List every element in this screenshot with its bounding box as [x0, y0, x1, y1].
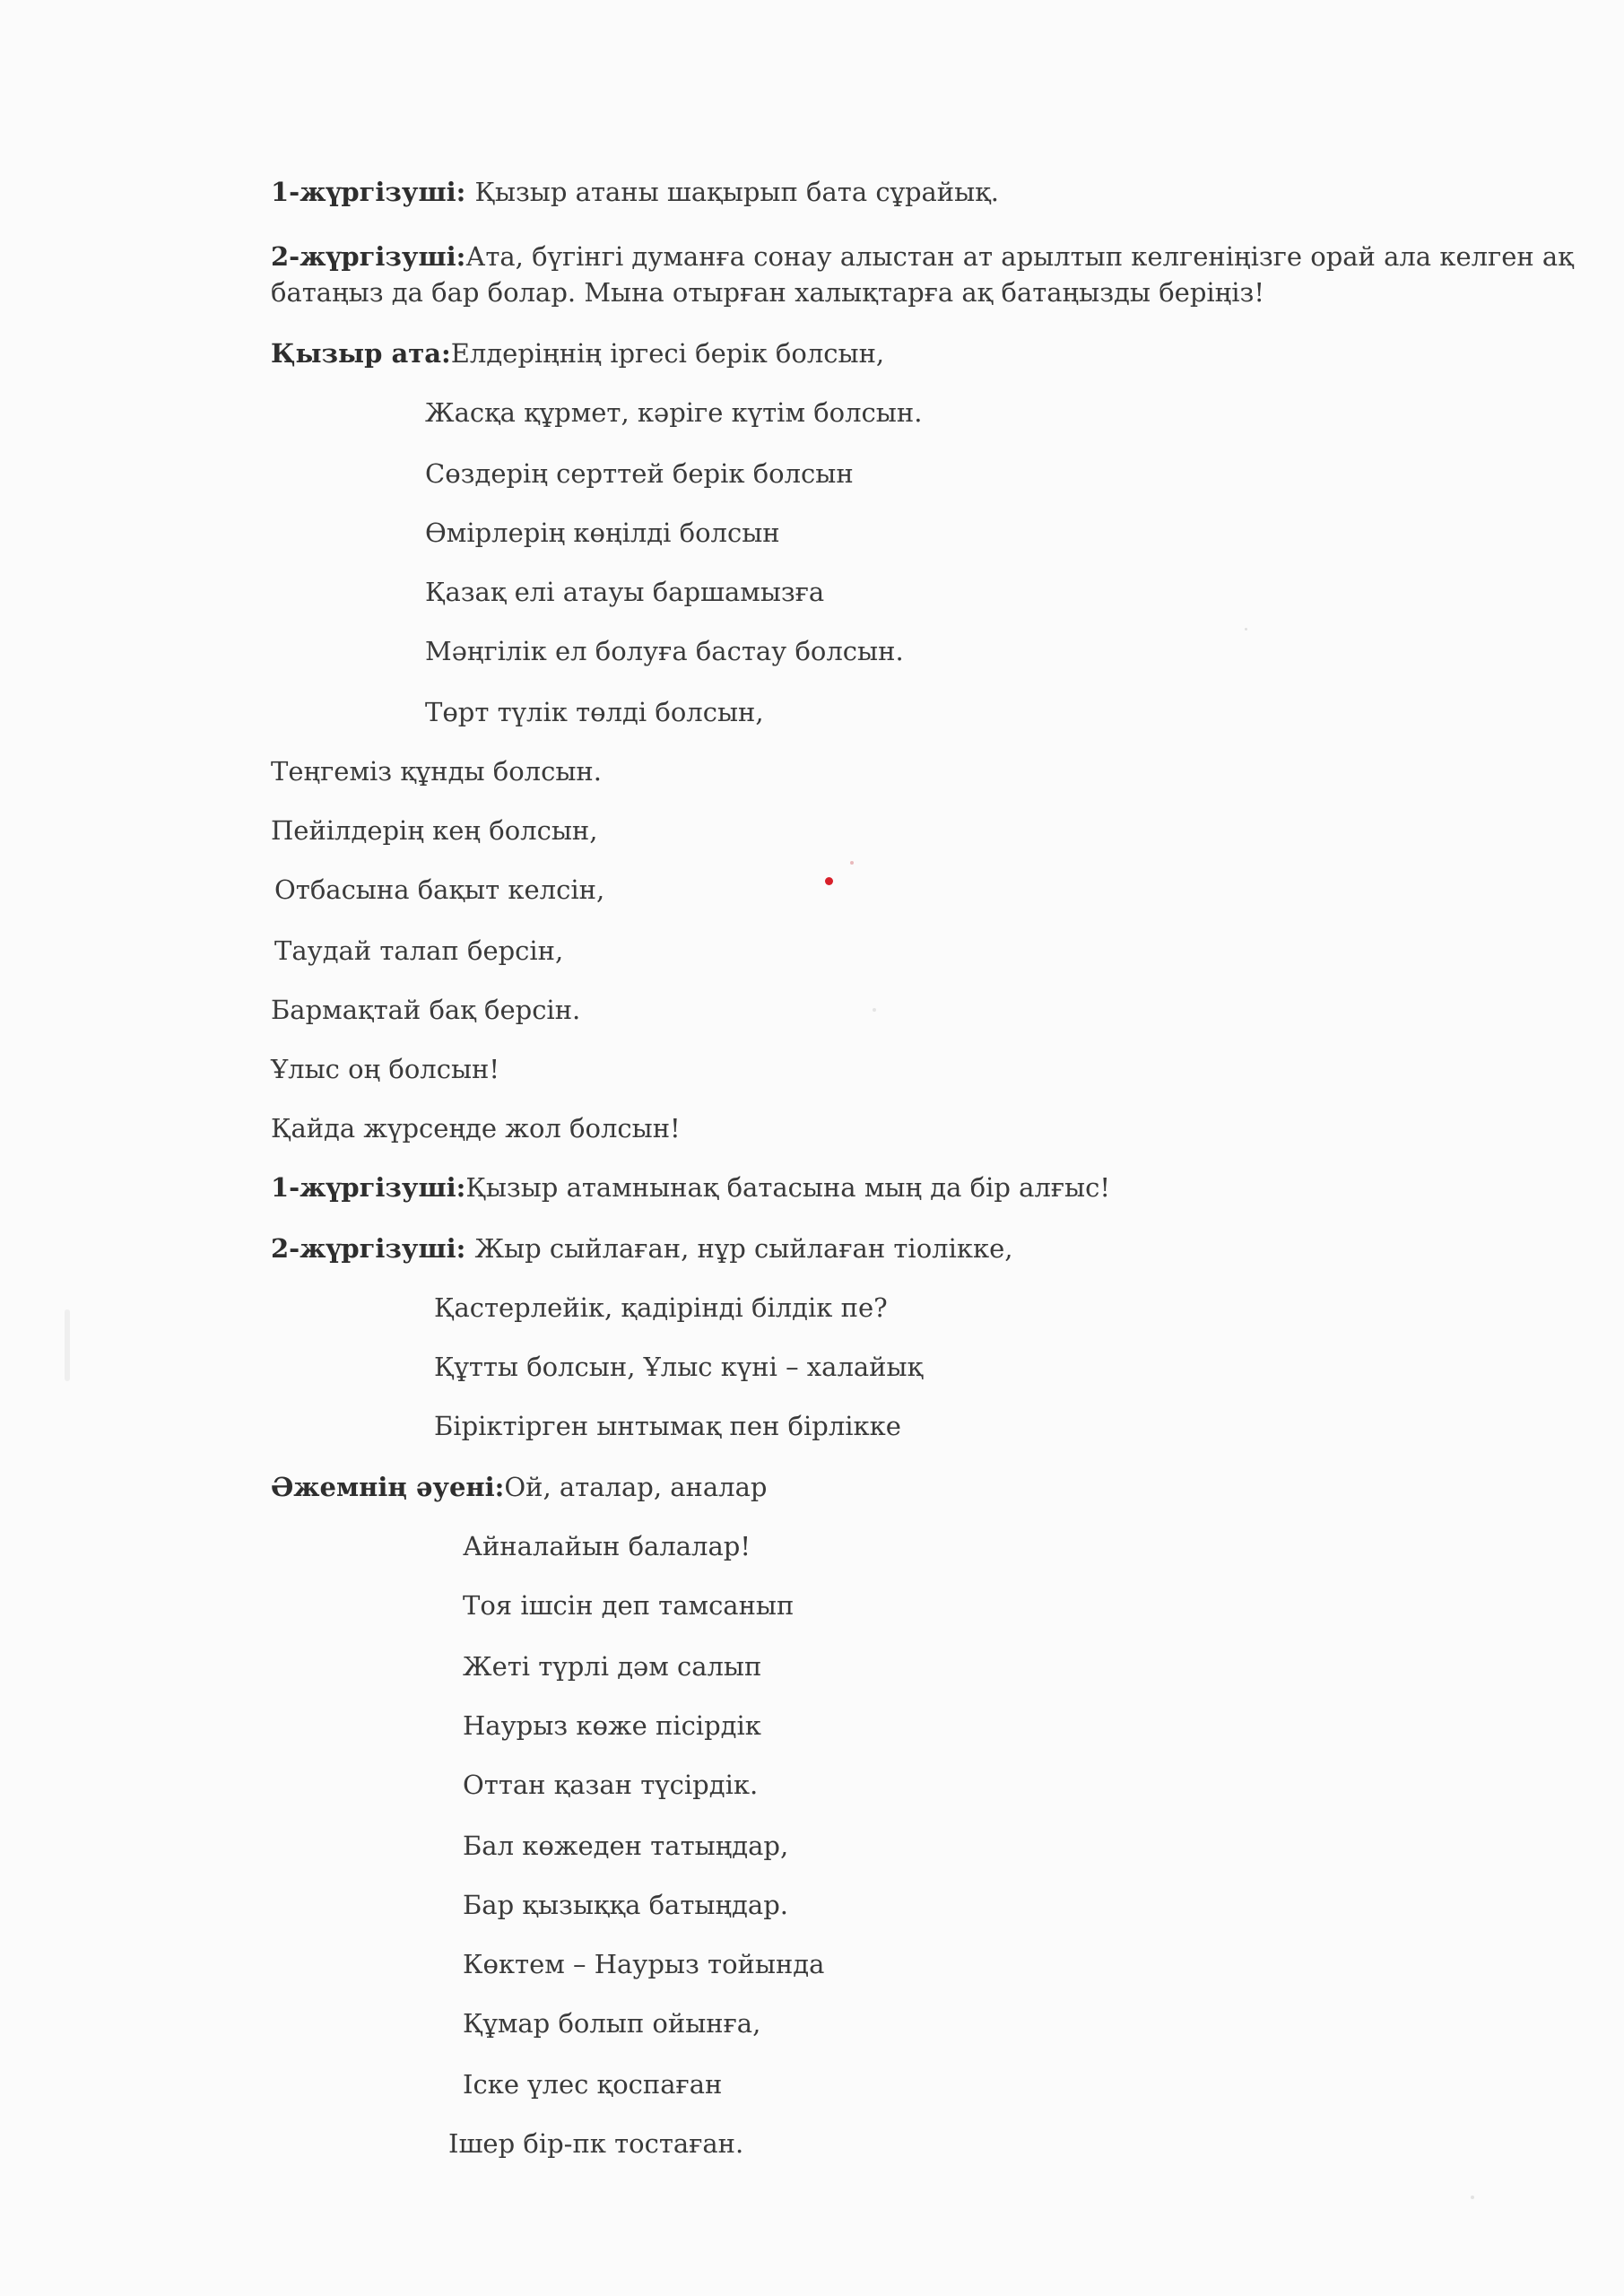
line-text: Пейілдерің кең болсын, [271, 815, 598, 846]
line-text: Айналайын балалар! [463, 1531, 751, 1561]
dust-speck [1245, 628, 1247, 631]
line-text: Бармақтай бақ берсін. [271, 995, 581, 1025]
line-text: Өмірлерің көңілді болсын [425, 517, 780, 548]
text-line [271, 337, 884, 370]
text-line [271, 1112, 681, 1144]
line-text: Наурыз көже пісірдік [463, 1710, 761, 1741]
text-line [463, 2068, 722, 2100]
text-line [434, 1292, 888, 1324]
line-text: Қызыр атаны шақырып бата сұрайық. [474, 177, 999, 207]
line-text: Қазақ елі атауы баршамызға [425, 577, 825, 607]
speaker-label: 1-жүргізуші: [271, 177, 475, 207]
line-text: Қайда жүрсеңде жол болсын! [271, 1113, 681, 1144]
dust-speck [873, 1008, 876, 1012]
line-text: Жасқа құрмет, кәріге күтім болсын. [425, 397, 923, 428]
line-text: Қастерлейік, қадірінді білдік пе? [434, 1292, 888, 1323]
text-line [271, 176, 999, 208]
text-line [425, 635, 904, 667]
line-text: Бал көжеден татыңдар, [463, 1831, 789, 1861]
text-line [463, 1709, 761, 1742]
line-text: Сөздерің серттей берік болсын [425, 458, 854, 489]
text-line [425, 696, 764, 728]
text-line [271, 1171, 1110, 1204]
line-text: Көктем – Наурыз тойында [463, 1949, 825, 1979]
text-line [434, 1351, 923, 1383]
text-line [271, 994, 580, 1026]
text-line [274, 935, 563, 967]
line-text: Тоя ішсін деп тамсанып [463, 1590, 795, 1621]
line-text: Біріктірген ынтымақ пен бірлікке [434, 1411, 901, 1441]
text-line [271, 814, 597, 847]
line-text: Таудай талап берсін, [274, 935, 564, 966]
line-text: Елдеріңнің іргесі берік болсын, [450, 338, 885, 369]
text-line [463, 1589, 794, 1622]
line-text: Ой, аталар, аналар [504, 1472, 768, 1502]
line-text: батаңыз да бар болар. Мына отырған халықтарға ақ батаңызды беріңіз! [271, 277, 1265, 308]
line-text: Жеті түрлі дәм салып [463, 1651, 762, 1682]
line-text: Мәңгілік ел болуға бастау болсын. [425, 636, 904, 666]
red-ink-speck [825, 877, 833, 885]
binding-shadow-mark [65, 1309, 70, 1381]
text-line [271, 240, 1574, 273]
line-text: Теңгеміз құнды болсын. [271, 756, 602, 787]
dust-speck [1471, 2196, 1474, 2199]
text-line [463, 1769, 758, 1801]
text-line [274, 874, 604, 906]
line-text: Құтты болсын, Ұлыс күні – халайық [434, 1352, 924, 1382]
text-line [448, 2127, 743, 2160]
speaker-label: 2-жүргізуші: [271, 1233, 475, 1264]
line-text: Бар қызыққа батыңдар. [463, 1890, 788, 1920]
text-line [463, 1530, 751, 1562]
text-line [463, 1830, 788, 1862]
text-line [463, 1650, 761, 1683]
line-text: Отбасына бақыт келсін, [274, 874, 605, 905]
speaker-label: Әжемнің әуені: [271, 1472, 505, 1502]
line-text: Ішер бір-пк тостаған. [448, 2128, 744, 2159]
speaker-label: 2-жүргізуші: [271, 241, 466, 272]
text-line [425, 396, 922, 429]
text-line [271, 276, 1264, 309]
text-line [271, 1471, 767, 1503]
line-text: Құмар болып ойынға, [463, 2008, 761, 2039]
text-line [425, 576, 824, 608]
speaker-label: 1-жүргізуші: [271, 1172, 466, 1203]
text-line [463, 1889, 788, 1921]
line-text: Қызыр атамнынақ батасына мың да бір алғыс! [465, 1172, 1111, 1203]
line-text: Оттан қазан түсірдік. [463, 1770, 759, 1800]
ink-speck [850, 861, 854, 865]
line-text: Іске үлес қоспаған [463, 2069, 723, 2100]
text-line [271, 755, 602, 787]
line-text: Төрт түлік төлді болсын, [425, 697, 764, 727]
speaker-label: Қызыр ата: [271, 338, 451, 369]
line-text: Жыр сыйлаған, нұр сыйлаған тіолікке, [474, 1233, 1013, 1264]
text-line [434, 1410, 901, 1442]
text-line [463, 1948, 824, 1980]
text-line [425, 457, 854, 490]
line-text: Ата, бүгінгі думанға сонау алыстан ат арылтып келгеніңізге орай ала келген ақ [465, 241, 1574, 272]
text-line [271, 1053, 499, 1085]
line-text: Ұлыс оң болсын! [271, 1054, 500, 1084]
text-line [463, 2007, 760, 2039]
text-line [425, 517, 780, 549]
text-line [271, 1232, 1013, 1265]
